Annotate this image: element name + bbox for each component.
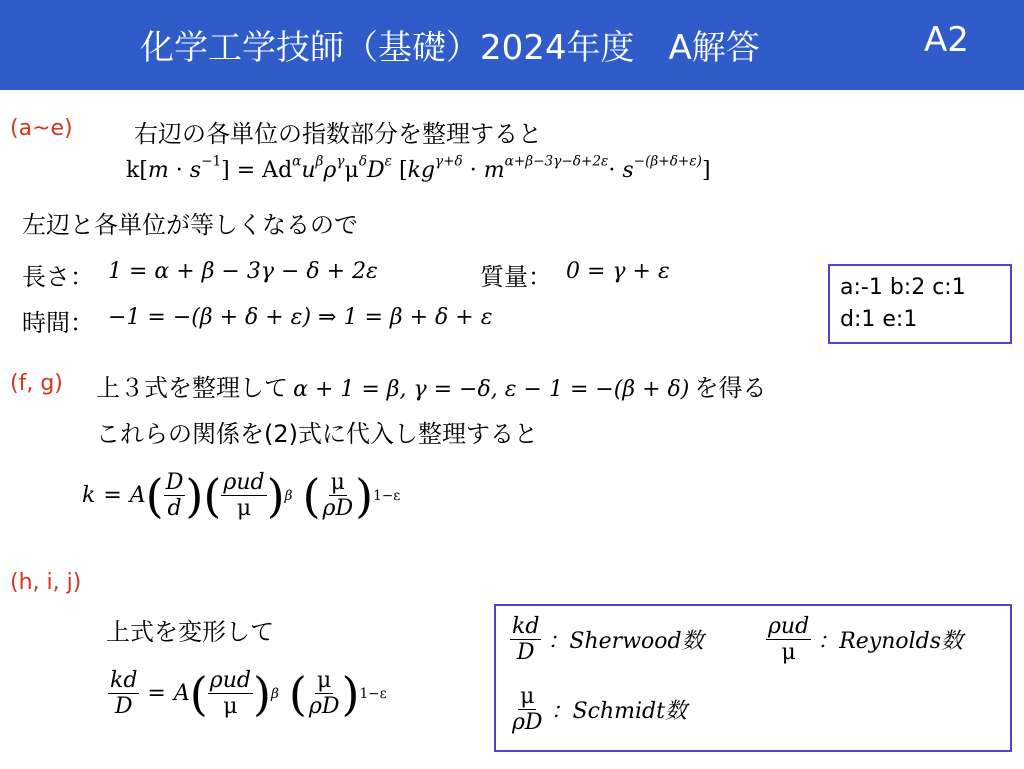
slide-code: A2 bbox=[924, 20, 969, 60]
definitions-box bbox=[494, 604, 1012, 752]
schmidt-definition: $\frac{\mu}{\rho D}$ ：Schmidt数 bbox=[512, 684, 687, 736]
answer-box bbox=[828, 264, 1012, 344]
fg-line-1 bbox=[96, 368, 766, 403]
header-banner bbox=[0, 0, 1024, 90]
time-equation: −1 = −(β + δ + ε) ⇒ 1 = β + δ + ε bbox=[108, 305, 493, 330]
intro-line: 右辺の各単位の指数部分を整理すると bbox=[134, 120, 542, 148]
label-f-g: (f, g) bbox=[10, 371, 63, 396]
mass-equation: 0 = γ + ε bbox=[566, 259, 670, 284]
mass-label: 質量： bbox=[480, 263, 552, 291]
hij-line: 上式を変形して bbox=[106, 618, 274, 646]
time-label: 時間： bbox=[22, 309, 94, 337]
length-equation: 1 = α + β − 3γ − δ + 2ε bbox=[108, 259, 378, 284]
sherwood-definition: $\frac{kd}{D}$ ：Sherwood数 bbox=[512, 614, 704, 666]
label-a-e: (a~e) bbox=[10, 116, 73, 141]
equal-units-line: 左辺と各単位が等しくなるので bbox=[22, 211, 358, 239]
fg-suffix: を得る bbox=[694, 374, 767, 402]
reynolds-definition: $\frac{\text{ρud}}{\mu}$ ：Reynolds数 bbox=[768, 614, 964, 666]
dimension-equation: $k[m \cdot s^{-1}] = Ad^\alpha u^\beta\rho^\gamma\mu^\delta D^\varepsilon$ $[kg^{\gamma+\delta} \cdot m^{\alpha+\beta-3\gamma-\delta+2\varepsilon}\cdot s^{-(\beta+\delta+\varepsilon)}]$ bbox=[126, 153, 711, 183]
fg-prefix: 上３式を整理して bbox=[96, 374, 288, 402]
length-label: 長さ： bbox=[22, 263, 94, 291]
page-title: 化学工学技師（基礎）2024年度 A解答 bbox=[140, 28, 760, 68]
label-h-i-j: (h, i, j) bbox=[10, 570, 82, 595]
answer-line-1: a:-1 b:2 c:1 bbox=[840, 275, 966, 300]
fg-equation: α + 1 = β, γ = −δ, ε − 1 = −(β + δ) bbox=[293, 377, 690, 402]
sherwood-equation: $\frac{kd}{D}$ = A ( $\frac{\text{ρud}}{\mu}$ ) β ( $\frac{\mu}{\rho D}$ ) 1−ε bbox=[110, 666, 387, 721]
k-equation: k = A ( $\frac{D}{d}$ ) ( $\frac{\text{ρud}}{\mu}$ ) β ( $\frac{\mu}{\rho D}$ ) 1−ε bbox=[82, 468, 401, 523]
fg-line-2: これらの関係を(2)式に代入し整理すると bbox=[96, 420, 538, 448]
answer-line-2: d:1 e:1 bbox=[840, 307, 918, 332]
